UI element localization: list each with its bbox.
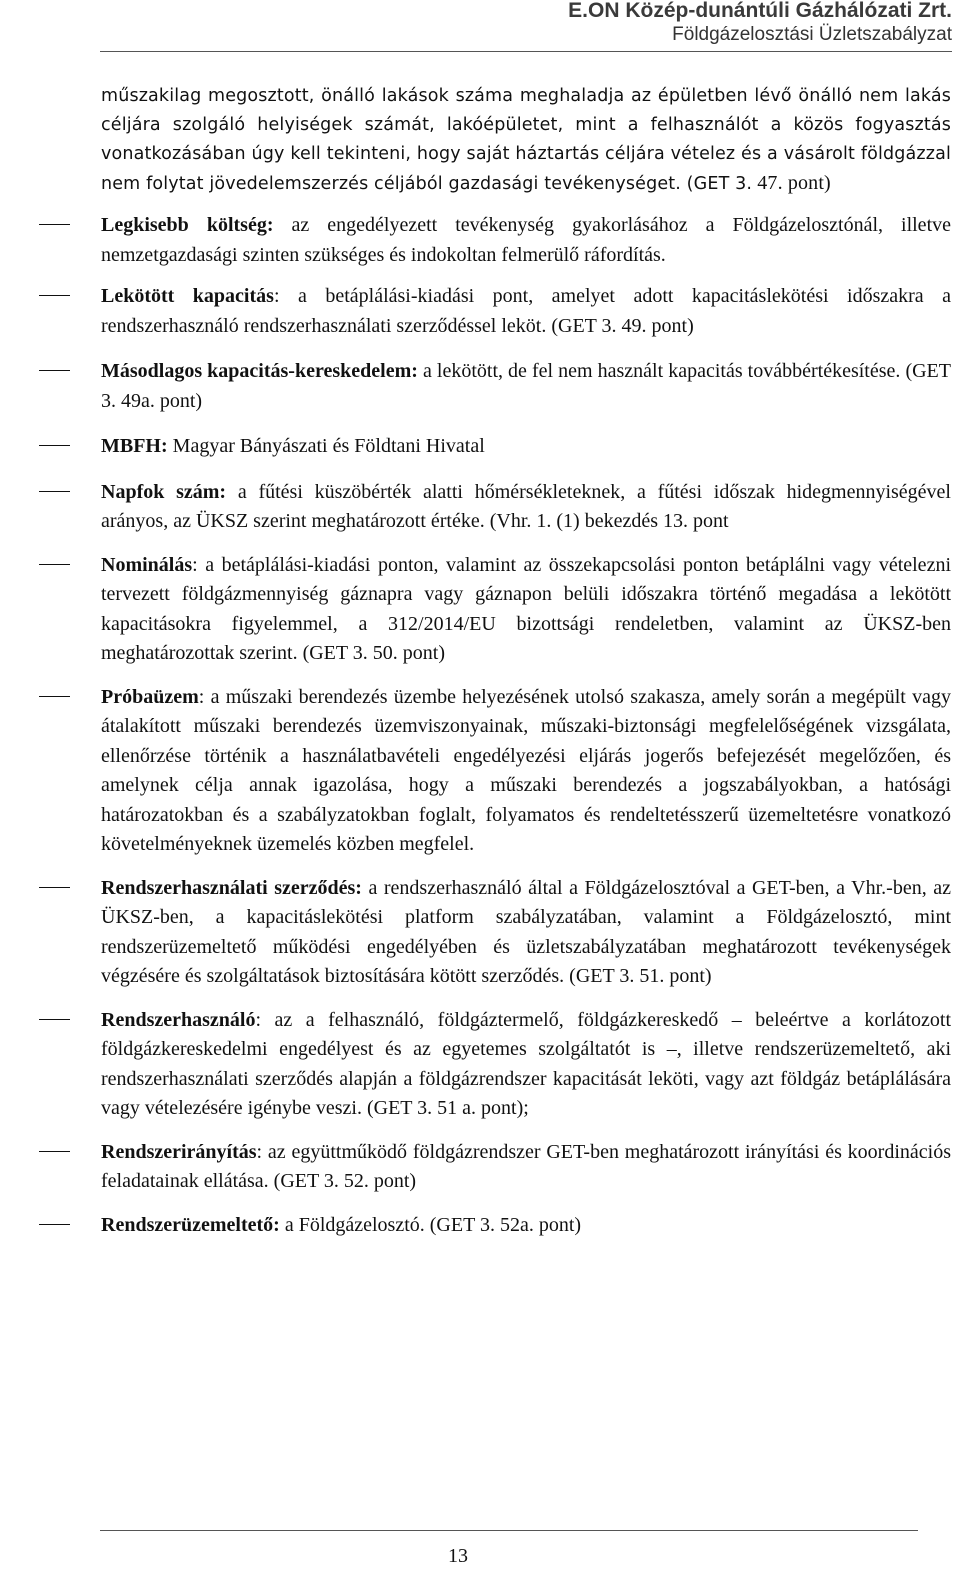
intro-tail: 47. pont) (752, 172, 831, 194)
dash-bullet (39, 224, 70, 225)
definition-item (101, 874, 951, 992)
definition-item (101, 432, 951, 462)
definition-term: Rendszerüzemeltető: (101, 1213, 280, 1236)
definition-list (101, 211, 951, 1240)
definition-text: a Földgázelosztó. (GET 3. 52a. pont) (279, 1213, 582, 1236)
definition-term: Rendszerhasználó (101, 1008, 256, 1031)
definition-item (101, 282, 951, 341)
definition-term: Legkisebb költség: (101, 214, 274, 236)
intro-paragraph (101, 82, 951, 199)
definition-term: Rendszerhasználati szerződés: (101, 876, 362, 899)
definition-item (101, 1006, 951, 1124)
definition-term: Rendszerirányítás (101, 1140, 257, 1163)
definition-term: Napfok szám: (101, 480, 227, 503)
header-document-title: Földgázelosztási Üzletszabályzat (672, 24, 952, 45)
definition-text: : a betáplálási-kiadási pont, amelyet adott kapacitáslekötési időszakra a rendszerhasználó rendszerhasználati szerződéssel leköt. (GET 3. 49. pont) (101, 285, 951, 337)
definition-text: a lekötött, de fel nem használt kapacitás továbbértékesítése. (GET 3. 49a. pont) (101, 360, 951, 412)
definition-term: Próbaüzem (101, 685, 199, 708)
page-number: 13 (448, 1545, 468, 1567)
document-body (101, 82, 951, 1240)
dash-bullet (39, 1224, 70, 1225)
definition-item (101, 1138, 951, 1197)
dash-bullet (39, 370, 70, 371)
dash-bullet (39, 1019, 70, 1020)
definition-item (101, 478, 951, 537)
dash-bullet (39, 295, 70, 296)
dash-bullet (39, 1151, 70, 1152)
definition-term: Másodlagos kapacitás-kereskedelem: (101, 360, 418, 382)
definition-term: Lekötött kapacitás (101, 285, 274, 307)
definition-text: Magyar Bányászati és Földtani Hivatal (167, 435, 485, 457)
header-company: E.ON Közép-dunántúli Gázhálózati Zrt. (568, 0, 952, 22)
definition-term: Nominálás (101, 553, 193, 576)
definition-item (101, 357, 951, 416)
dash-bullet (39, 696, 70, 697)
intro-text: műszakilag megosztott, önálló lakások száma meghaladja az épületben lévő önálló nem lakás céljára szolgáló helyiségek számát, lakóépületet, mint a felhasználót a közös fogyasztás vonatkozásában úgy kell tekinteni, hogy saját háztartás céljára vételez és a vásárolt földgázzal nem folytat jövedelemszerzés céljából gazdasági tevékenységet. (GET 3. (101, 86, 951, 194)
definition-text: : az együttműködő földgázrendszer GET-ben meghatározott irányítási és koordinációs feladatainak ellátása. (GET 3. 52. pont) (101, 1140, 951, 1192)
footer-divider (100, 1530, 918, 1531)
definition-item (101, 551, 951, 669)
definition-text: : a betáplálási-kiadási ponton, valamint az összekapcsolási ponton betáplálni vagy vételezni tervezett földgázmennyiség gáznapra vagy gáznapon belüli időszakra történő megadása a lekötött kapacitásokra figyelemmel, a 312/2014/EU bizottsági rendeletben, valamint az ÜKSZ-ben meghatározottak szerint. (GET 3. 50. pont) (101, 553, 951, 664)
definition-item (101, 683, 951, 860)
definition-text: : az a felhasználó, földgáztermelő, földgázkereskedő – beleértve a korlátozott földgázkereskedelmi engedélyest és az egyetemes szolgáltatót is –, illetve rendszerüzemeltető, aki rendszerhasználati szerződés alapján a földgázrendszer kapacitását leköti, vagy azt földgáz betáplálására vagy vételezésére igénybe veszi. (GET 3. 51 a. pont); (101, 1008, 951, 1119)
dash-bullet (39, 564, 70, 565)
dash-bullet (39, 491, 70, 492)
page-header (568, 0, 952, 48)
definition-text: a fűtési küszöbérték alatti hőmérsékleteknek, a fűtési időszak hidegmennyiségével arányos, az ÜKSZ szerint meghatározott értéke. (Vhr. 1. (1) bekezdés 13. pont (101, 480, 951, 532)
definition-item (101, 1211, 951, 1241)
definition-text: a rendszerhasználó által a Földgázelosztóval a GET-ben, a Vhr.-ben, az ÜKSZ-ben, a kapacitáslekötési platform szabályzatában, valamint a Földgázelosztó, mint rendszerüzemeltető működési engedélyében és üzletszabályzatában meghatározott tevékenységek végzésére és szolgáltatások biztosítására kötött szerződés. (GET 3. 51. pont) (101, 876, 951, 987)
dash-bullet (39, 887, 70, 888)
definition-item (101, 211, 951, 270)
definition-text: : a műszaki berendezés üzembe helyezésének utolsó szakasza, amely során a megépült vagy átalakított műszaki berendezés üzemviszonyainak, műszaki-biztonsági megfelelőségének vizsgálata, ellenőrzése történik a használatbavételi engedélyezési eljárás jogerős befejezését megelőzően, és amelynek célja annak igazolása, hogy a műszaki berendezés a jogszabályokban, a hatósági határozatokban és a szabályzatokban foglalt, folyamatos és rendeltetésszerű üzemeltetésre vonatkozó követelményeknek üzemelés közben megfelel. (101, 685, 951, 855)
dash-bullet (39, 445, 70, 446)
header-divider (100, 51, 952, 52)
definition-term: MBFH: (101, 435, 168, 457)
definition-text: az engedélyezett tevékenység gyakorlásához a Földgázelosztónál, illetve nemzetgazdasági szinten szükséges és indokoltan felmerülő ráfordítás. (101, 214, 951, 266)
